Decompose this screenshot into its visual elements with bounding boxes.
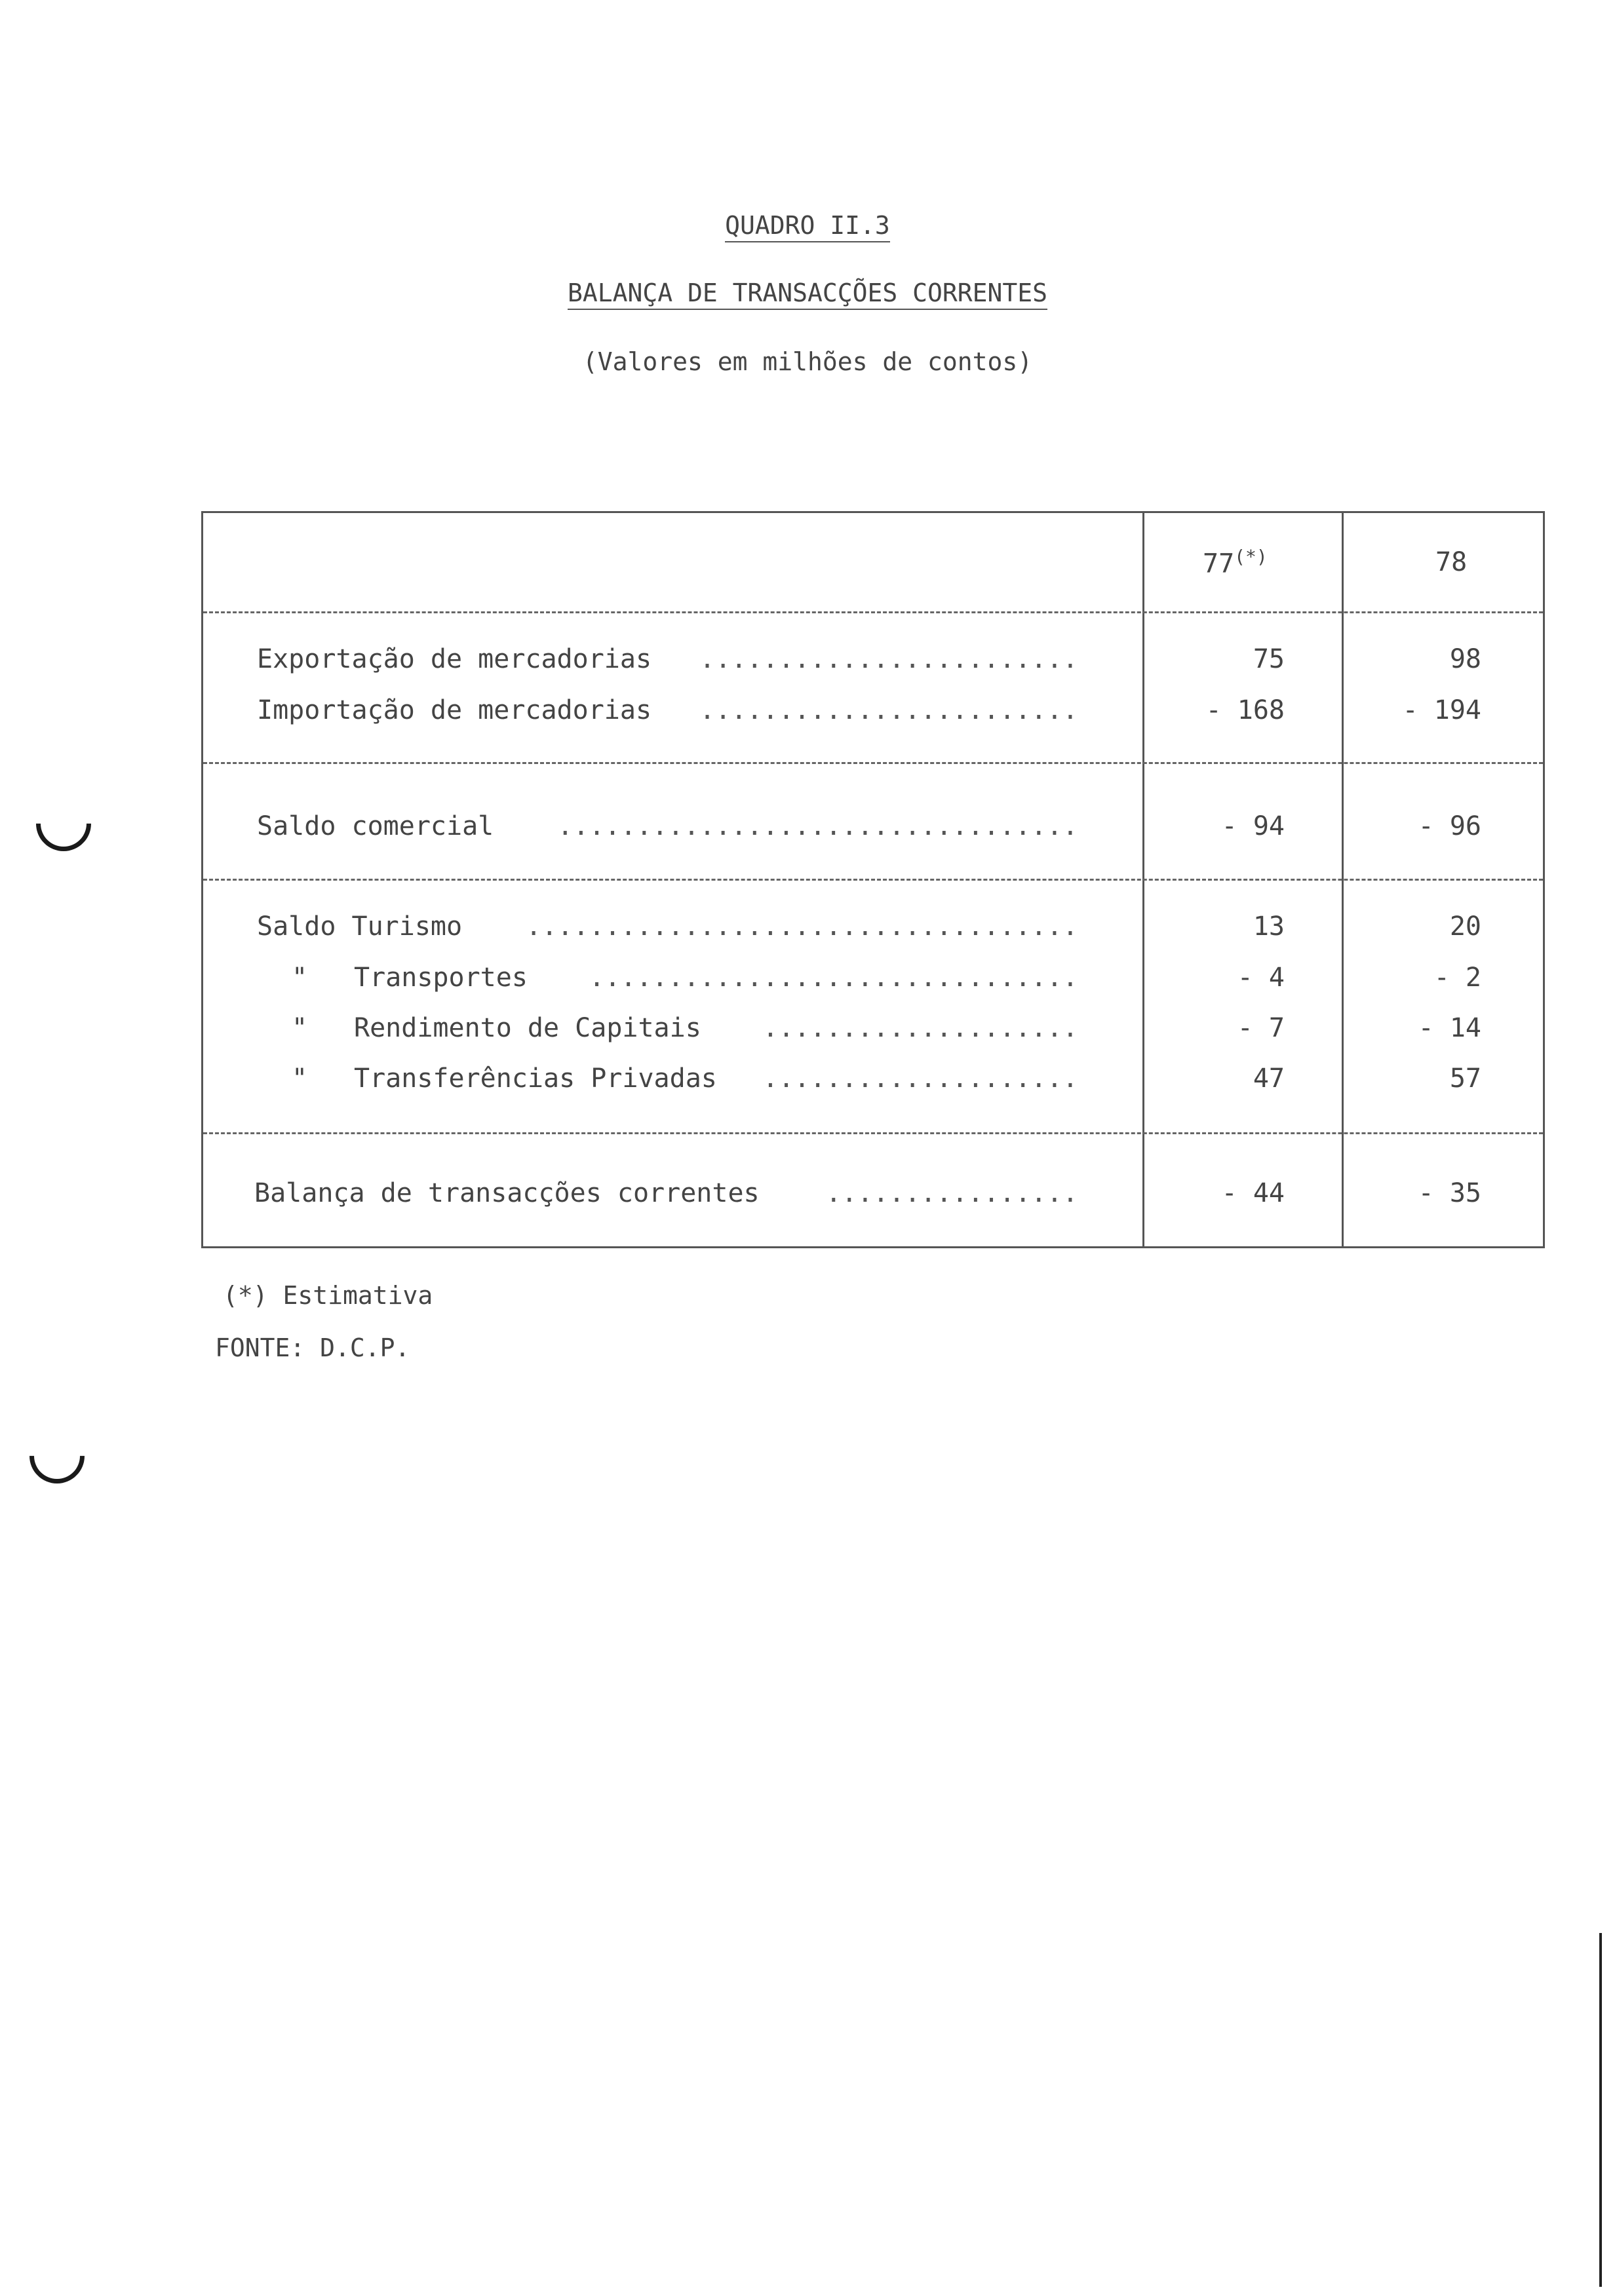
value-78: - 194 [1402, 695, 1481, 725]
leader-dots: .................... [762, 1063, 1078, 1094]
row-divider [203, 1132, 1543, 1134]
column-header-78: 78 [1435, 547, 1468, 577]
document-title: QUADRO II.3 [0, 211, 1615, 240]
value-78: - 2 [1433, 963, 1481, 993]
leader-dots: ............................... [589, 963, 1078, 993]
row-divider [203, 762, 1543, 764]
ditto-mark: " [292, 963, 308, 993]
ditto-mark: " [292, 1063, 308, 1094]
value-78: 57 [1449, 1063, 1481, 1094]
value-77: - 7 [1237, 1013, 1285, 1043]
value-78: 20 [1449, 911, 1481, 942]
row-divider [203, 879, 1543, 881]
leader-dots: ........................ [699, 644, 1078, 674]
value-78: - 14 [1418, 1013, 1481, 1043]
value-77: - 168 [1205, 695, 1285, 725]
value-78: 98 [1449, 644, 1481, 674]
value-78: - 35 [1418, 1178, 1481, 1208]
row-label: Rendimento de Capitais [354, 1013, 701, 1043]
value-77: - 94 [1221, 811, 1285, 841]
balance-table [201, 511, 1545, 1248]
column-header-77: 77(*) [1203, 546, 1268, 579]
punch-hole-mark [18, 1417, 96, 1495]
row-label: Transportes [354, 963, 528, 993]
value-77: - 44 [1221, 1178, 1285, 1208]
row-label: Exportação de mercadorias [257, 644, 652, 674]
leader-dots: ................................... [526, 911, 1078, 942]
row-label: Saldo comercial [257, 811, 494, 841]
leader-dots: ........................ [699, 695, 1078, 725]
value-78: - 96 [1418, 811, 1481, 841]
value-77: - 4 [1237, 963, 1285, 993]
row-label: Saldo Turismo [257, 911, 463, 942]
value-77: 47 [1253, 1063, 1285, 1094]
estimate-footnote: (*) Estimativa [223, 1281, 433, 1310]
value-77: 75 [1253, 644, 1285, 674]
row-divider [203, 611, 1543, 613]
leader-dots: ................ [825, 1178, 1078, 1208]
value-77: 13 [1253, 911, 1285, 942]
page-edge-line [1599, 1933, 1602, 2287]
units-note: (Valores em milhões de contos) [582, 347, 1033, 376]
document-subtitle: BALANÇA DE TRANSACÇÕES CORRENTES [0, 278, 1615, 307]
punch-hole-mark [25, 785, 103, 863]
row-label: Transferências Privadas [354, 1063, 717, 1094]
leader-dots: ................................. [557, 811, 1078, 841]
source-footnote: FONTE: D.C.P. [215, 1333, 410, 1362]
ditto-mark: " [292, 1013, 308, 1043]
row-label: Importação de mercadorias [257, 695, 652, 725]
leader-dots: .................... [762, 1013, 1078, 1043]
row-label: Balança de transacções correntes [254, 1178, 760, 1208]
